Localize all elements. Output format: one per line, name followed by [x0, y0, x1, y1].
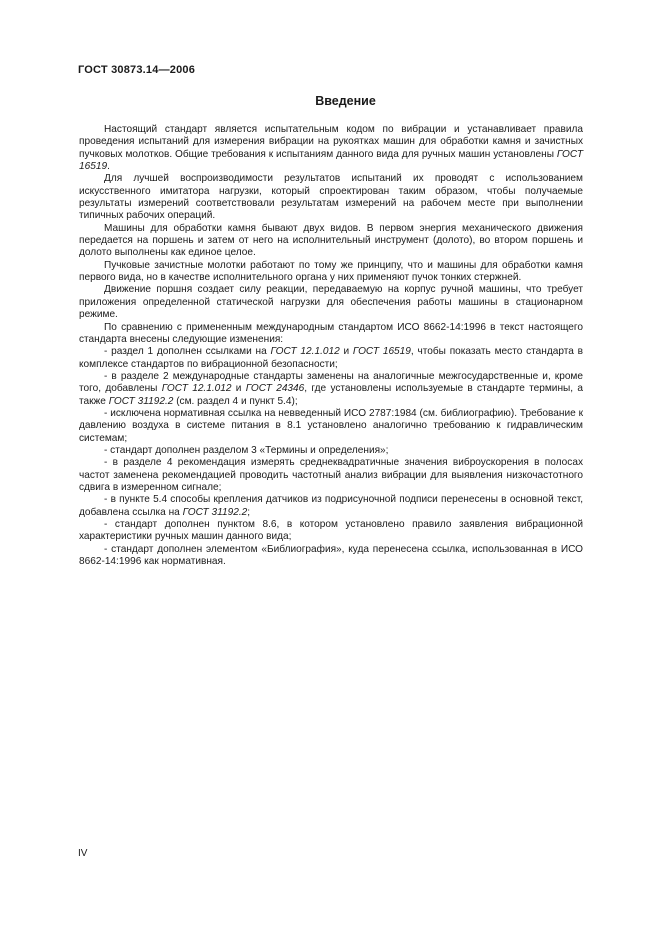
- paragraph: [79, 223, 583, 260]
- standard-reference: ГОСТ 16519: [352, 346, 411, 358]
- standard-reference: ГОСТ 31192.2: [108, 395, 174, 407]
- paragraph: [79, 445, 583, 457]
- paragraph-text: - исключена нормативная ссылка на невведенный ИСО 2787:1984 (см. библиографию). Требование к давлению воздуха в системе питания в 8.1 установлено аналогично требованию к гидравлическим системам;: [79, 407, 583, 444]
- paragraph-text: ;: [247, 506, 251, 518]
- paragraph-text: Для лучшей воспроизводимости результатов испытаний их проводят с использованием искусственного имитатора нагрузки, который спроектирован таким образом, чтобы получаемые результаты измерений соответствовали результатам измерений на рабочем месте при выполнении типичных рабочих операций.: [79, 173, 583, 222]
- paragraph-text: , чтобы показать место стандарта в комплексе стандартов по вибрационной безопасности;: [79, 346, 583, 370]
- paragraph-text: и: [339, 346, 353, 358]
- paragraph: [79, 371, 583, 408]
- paragraph: [79, 260, 583, 285]
- paragraph-text: Движение поршня создает силу реакции, передаваемую на корпус ручной машины, что требует приложения определенной статической нагрузки для обеспечения работы машины в стационарном режиме.: [79, 284, 583, 321]
- paragraph: [79, 284, 583, 321]
- paragraph-text: - в разделе 4 рекомендация измерять среднеквадратичные значения виброускорения в полосах частот заменена рекомендацией проводить частотный анализ вибрации для выявления низкочастотного сдвига в измеренном сигнале;: [79, 457, 583, 493]
- paragraph-text: - раздел 1 дополнен ссылками на: [104, 346, 271, 358]
- standard-reference: ГОСТ 16519: [79, 148, 583, 173]
- paragraph-text: (см. раздел 4 и пункт 5.4);: [173, 395, 298, 407]
- paragraph: [79, 457, 583, 494]
- standard-reference: ГОСТ 31192.2: [182, 506, 248, 518]
- paragraph-text: и: [231, 383, 246, 395]
- paragraph-text: Настоящий стандарт является испытательным кодом по вибрации и устанавливает правила проведения испытаний для измерения вибрации на рукоятках машин для обработки камня и зачистных пучковых молотков. Общие требования к испытаниям данного вида для ручных машин установлены: [79, 124, 583, 160]
- paragraph: [79, 408, 583, 445]
- paragraph: [79, 124, 583, 173]
- paragraph: [79, 322, 583, 347]
- paragraph: [79, 173, 583, 222]
- paragraph-text: , где установлены используемые в стандарте термины, а также: [79, 383, 583, 407]
- paragraph-text: По сравнению с примененным международным стандартом ИСО 8662-14:1996 в текст настоящего стандарта внесены следующие изменения:: [79, 321, 583, 345]
- paragraph-text: - стандарт дополнен пунктом 8.6, в котором установлено правило заявления вибрационной характеристики ручных машин данного вида;: [79, 519, 583, 543]
- standard-reference: ГОСТ 24346: [245, 383, 305, 395]
- document-header: ГОСТ 30873.14—2006: [78, 64, 196, 76]
- paragraph-text: - стандарт дополнен элементом «Библиография», куда перенесена ссылка, использованная в ИСО 8662-14:1996 как нормативная.: [79, 543, 583, 568]
- document-body: [79, 124, 583, 568]
- paragraph: [79, 544, 583, 569]
- paragraph: [79, 346, 583, 371]
- paragraph-text: .: [107, 161, 110, 173]
- section-title: Введение: [315, 94, 376, 108]
- paragraph: [79, 494, 583, 519]
- paragraph: [79, 519, 583, 544]
- standard-reference: ГОСТ 12.1.012: [161, 383, 232, 395]
- paragraph-text: - стандарт дополнен разделом 3 «Термины и определения»;: [104, 444, 389, 456]
- standard-reference: ГОСТ 12.1.012: [270, 346, 340, 358]
- page-number: IV: [78, 848, 88, 859]
- paragraph-text: Пучковые зачистные молотки работают по тому же принципу, что и машины для обработки камня первого вида, но в качестве исполнительного органа у них применяют пучок тонких стержней.: [79, 259, 583, 284]
- paragraph-text: - в разделе 2 международные стандарты заменены на аналогичные межгосударственные и, кроме того, добавлены: [79, 370, 583, 395]
- paragraph-text: Машины для обработки камня бывают двух видов. В первом энергия механического движения передается на поршень и затем от него на исполнительный инструмент (долото), во втором поршень и долото выполнены как единое целое.: [79, 222, 583, 259]
- paragraph-text: - в пункте 5.4 способы крепления датчиков из подрисуночной подписи перенесены в основной текст, добавлена ссылка на: [79, 494, 583, 518]
